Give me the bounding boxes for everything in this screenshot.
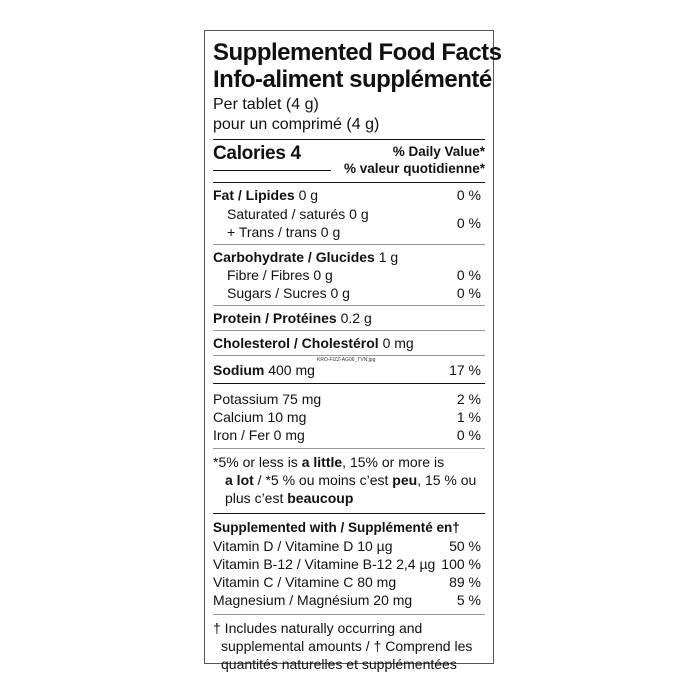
- potassium-row: [213, 390, 485, 408]
- calcium-text: Calcium 10 mg: [213, 409, 307, 425]
- iron-text: Iron / Fer 0 mg: [213, 427, 305, 443]
- trans-text: + Trans / trans 0 g: [227, 224, 341, 240]
- serving-size-english: Per tablet (4 g): [213, 96, 319, 113]
- cholesterol-row: [213, 334, 485, 352]
- footnote-text: plus c’est: [225, 490, 288, 506]
- vitamin-d-row: [213, 537, 485, 555]
- footnote-beaucoup: beaucoup: [287, 490, 354, 506]
- calcium-row: [213, 408, 485, 426]
- iron-pct: 0 %: [456, 427, 481, 443]
- title-english: Supplemented Food Facts: [213, 39, 502, 66]
- calories: Calories 4: [213, 143, 301, 164]
- dagger-line-2: supplemental amounts / † Comprend les: [221, 638, 473, 654]
- carbohydrate-row: [213, 248, 485, 266]
- magnesium-row: [213, 591, 485, 609]
- title-french: Info-aliment supplémenté: [213, 66, 492, 93]
- footnote-line-1: [213, 453, 485, 471]
- vitamin-b12-pct: 100 %: [441, 556, 481, 572]
- supplemented-header: Supplemented with / Supplémenté en†: [213, 520, 460, 535]
- vitamin-d-text: Vitamin D / Vitamine D 10 µg: [213, 538, 393, 554]
- potassium-text: Potassium 75 mg: [213, 391, 322, 407]
- vitamin-b12-row: [213, 555, 485, 573]
- supplemented-block: [213, 514, 485, 614]
- fat-row: [213, 186, 485, 204]
- daily-value-french: % valeur quotidienne*: [343, 161, 485, 176]
- nutrition-facts-label: [204, 30, 502, 672]
- sodium-amount: 400 mg: [268, 362, 315, 378]
- carbohydrate-amount: 1 g: [378, 249, 399, 265]
- fat-name: Fat / Lipides: [213, 187, 295, 203]
- daily-value-english: % Daily Value*: [392, 144, 485, 159]
- vitamin-b12-text: Vitamin B-12 / Vitamine B-12 2,4 µg: [213, 556, 436, 572]
- vitamin-d-pct: 50 %: [449, 538, 481, 554]
- footnote-text: , 15 % ou: [417, 472, 477, 488]
- serving-size-french: pour un comprimé (4 g): [213, 116, 380, 133]
- saturated-row: [213, 205, 485, 231]
- protein-amount: 0.2 g: [340, 310, 372, 326]
- cholesterol-block: [213, 331, 485, 355]
- sugars-text: Sugars / Sucres 0 g: [227, 285, 350, 301]
- trans-row: [213, 223, 485, 241]
- magnesium-text: Magnesium / Magnésium 20 mg: [213, 592, 413, 608]
- footnote-little: a little: [301, 454, 343, 470]
- dagger-footnote: [213, 615, 485, 679]
- protein-row: [213, 309, 485, 327]
- sodium-pct: 17 %: [449, 362, 481, 378]
- calories-row: [213, 140, 485, 182]
- footnote-peu: peu: [392, 472, 418, 488]
- footnote-text: , 15% or more is: [342, 454, 445, 470]
- vitamin-c-pct: 89 %: [449, 574, 481, 590]
- daily-value-header: [344, 143, 485, 177]
- sodium-block: [213, 356, 485, 383]
- fat-amount: 0 g: [298, 187, 319, 203]
- fat-block: [213, 183, 485, 244]
- saturated-text: Saturated / saturés 0 g: [227, 206, 369, 222]
- magnesium-pct: 5 %: [456, 592, 481, 608]
- cholesterol-amount: 0 mg: [382, 335, 414, 351]
- sodium-name: Sodium: [213, 362, 265, 378]
- footnote-text: / *5 % ou moins c’est: [253, 472, 393, 488]
- calcium-pct: 1 %: [456, 409, 481, 425]
- fibre-row: [213, 266, 485, 284]
- iron-row: [213, 426, 485, 444]
- cholesterol-name: Cholesterol / Cholestérol: [213, 335, 379, 351]
- file-tag: KRO-FIZZ-AG06_TVN.jpg: [317, 357, 376, 363]
- dagger-line-1: † Includes naturally occurring and: [213, 620, 423, 636]
- protein-block: [213, 306, 485, 330]
- fat-pct: 0 %: [456, 187, 481, 203]
- sat-trans-pct: 0 %: [456, 215, 481, 231]
- vitamin-c-text: Vitamin C / Vitamine C 80 mg: [213, 574, 397, 590]
- sugars-pct: 0 %: [456, 285, 481, 301]
- dagger-line-3: quantités naturelles et supplémentées: [221, 656, 457, 672]
- potassium-pct: 2 %: [456, 391, 481, 407]
- sugars-row: [213, 284, 485, 302]
- carbohydrate-block: [213, 245, 485, 305]
- footnote-line-2: [213, 471, 485, 489]
- footnote-text: *5% or less is: [213, 454, 302, 470]
- calories-underline: [213, 170, 331, 171]
- carbohydrate-name: Carbohydrate / Glucides: [213, 249, 375, 265]
- sodium-row: [213, 357, 485, 379]
- footnote-line-3: [213, 489, 485, 507]
- vitamin-c-row: [213, 573, 485, 591]
- fibre-pct: 0 %: [456, 267, 481, 283]
- minerals-block: [213, 384, 485, 448]
- footnote-lot: a lot: [225, 472, 254, 488]
- protein-name: Protein / Protéines: [213, 310, 337, 326]
- fibre-text: Fibre / Fibres 0 g: [227, 267, 333, 283]
- daily-value-footnote: [213, 449, 485, 513]
